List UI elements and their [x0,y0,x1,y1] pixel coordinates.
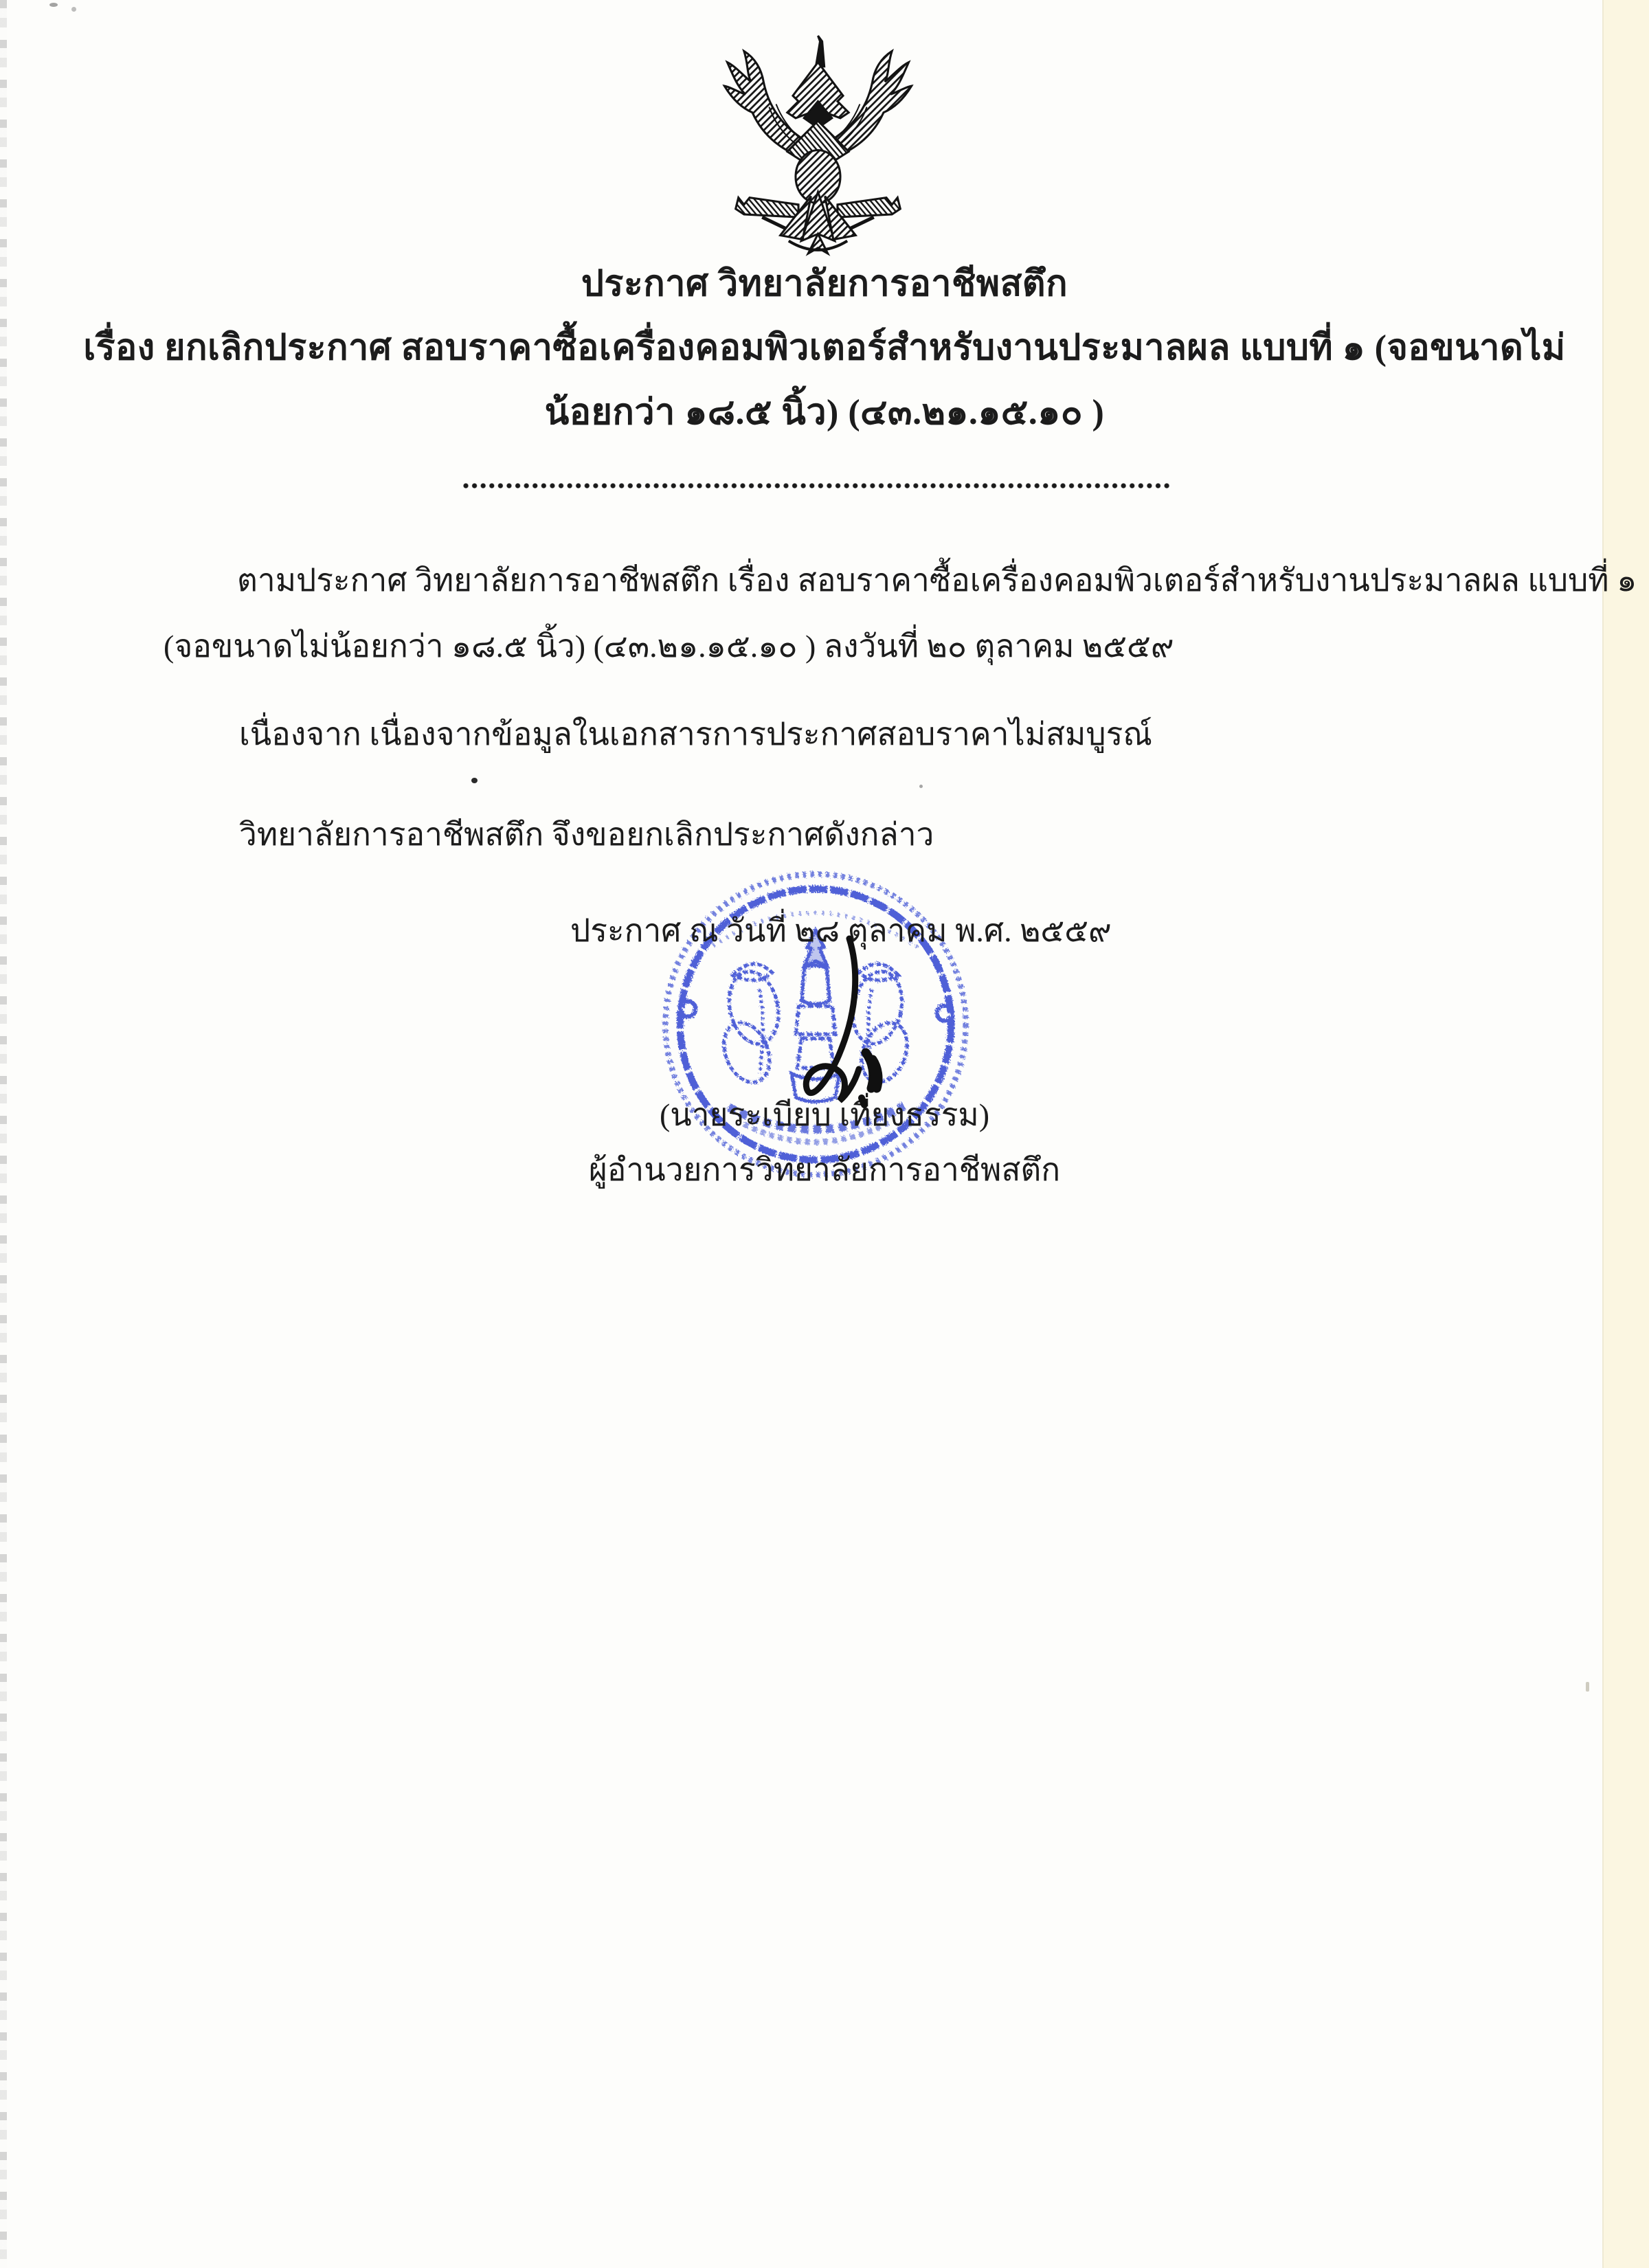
body-paragraph-1-line-2: (จอขนาดไม่น้อยกว่า ๑๘.๕ นิ้ว) (๔๓.๒๑.๑๕.๑๐ ) ลงวันที่ ๒๐ ตุลาคม ๒๕๕๙ [164,629,1174,664]
body-paragraph-3: วิทยาลัยการอาชีพสตึก จึงขอยกเลิกประกาศดังกล่าว [239,817,934,852]
subject-line-2: น้อยกว่า ๑๘.๕ นิ้ว) (๔๓.๒๑.๑๕.๑๐ ) [544,393,1105,432]
scan-speck [71,7,76,12]
scan-speck [919,785,923,788]
signature-icon [768,925,895,1141]
dotted-separator [462,481,1170,491]
scan-speck [1586,1682,1589,1692]
signer-name: (นายระเบียบ เที่ยงธรรม) [659,1097,990,1132]
garuda-emblem-icon [713,34,923,258]
body-paragraph-1-line-1: ตามประกาศ วิทยาลัยการอาชีพสตึก เรื่อง สอบราคาซื้อเครื่องคอมพิวเตอร์สำหรับงานประมาลผล แบบที่ ๑ [237,563,1637,598]
announcement-date-line: ประกาศ ณ วันที่ ๒๘ ตุลาคม พ.ศ. ๒๕๕๙ [570,913,1112,948]
document-title: ประกาศ วิทยาลัยการอาชีพสตึก [581,265,1068,304]
scan-speck [49,3,58,7]
signer-title: ผู้อำนวยการวิทยาลัยการอาชีพสตึก [588,1152,1061,1187]
subject-line-1: เรื่อง ยกเลิกประกาศ สอบราคาซื้อเครื่องคอมพิวเตอร์สำหรับงานประมาลผล แบบที่ ๑ (จอขนาดไม่ [83,328,1566,368]
body-paragraph-2: เนื่องจาก เนื่องจากข้อมูลในเอกสารการประกาศสอบราคาไม่สมบูรณ์ [239,717,1152,752]
scan-speck [471,778,478,783]
